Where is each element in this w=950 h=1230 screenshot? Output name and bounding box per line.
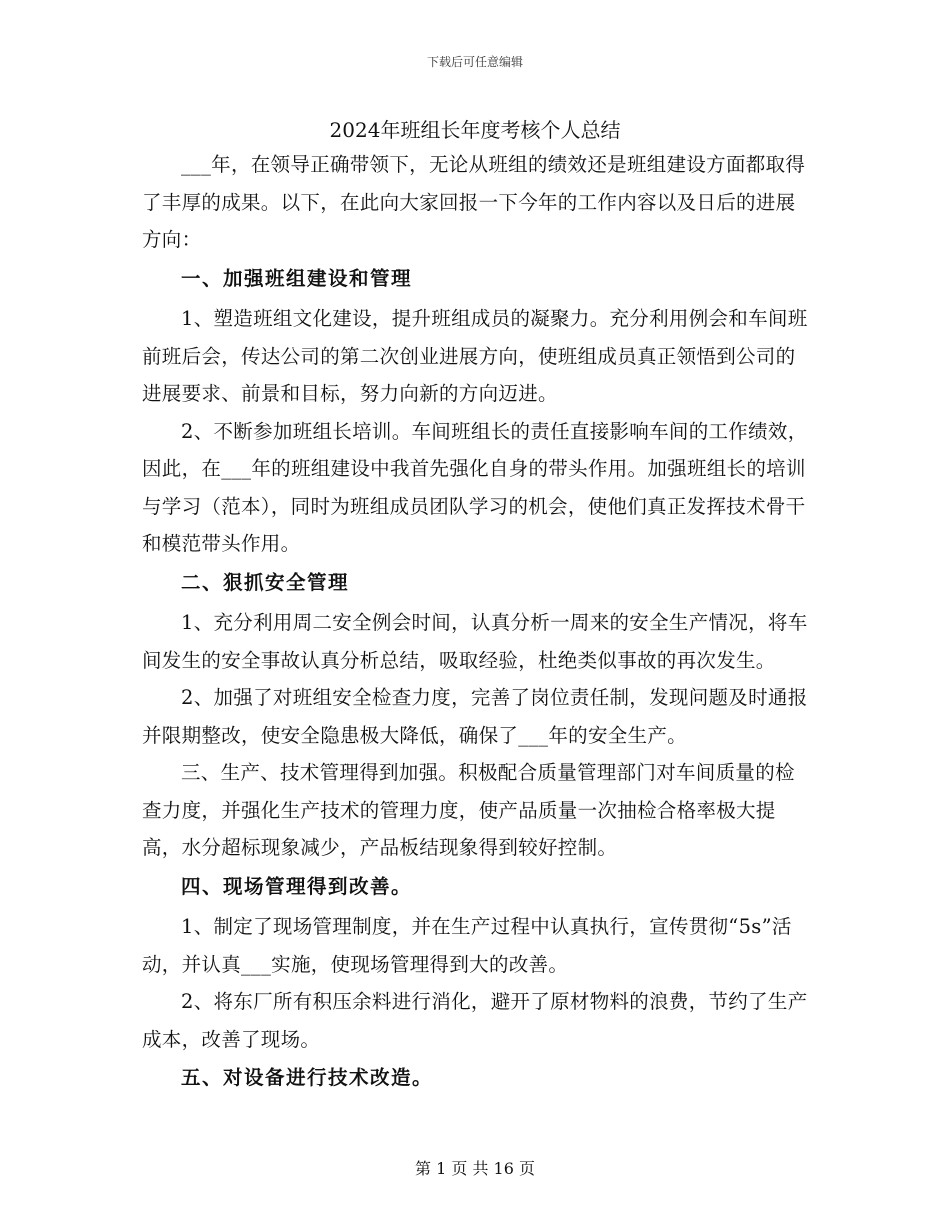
page-number: 第 1 页 共 16 页 — [415, 1159, 535, 1178]
paragraph-1-1: 1、塑造班组文化建设，提升班组成员的凝聚力。充分利用例会和车间班前班后会，传达公司的第二次创业进展方向，使班组成员真正领悟到公司的进展要求、前景和目标，努力向新的方向迈进。 — [142, 307, 808, 405]
section-heading-5: 五、对设备进行技术改造。 — [181, 1066, 434, 1089]
paragraph-4-1: 1、制定了现场管理制度，并在生产过程中认真执行，宣传贯彻“5s”活动，并认真___实施，使现场管理得到大的改善。 — [142, 915, 792, 976]
header-note: 下载后可任意编辑 — [426, 55, 523, 69]
paragraph-2-2: 2、加强了对班组安全检查力度，完善了岗位责任制，发现问题及时通报并限期整改，使安全隐患极大降低，确保了___年的安全生产。 — [142, 686, 808, 747]
document-title: 2024年班组长年度考核个人总结 — [329, 118, 621, 142]
section-heading-4: 四、现场管理得到改善。 — [181, 874, 413, 898]
document-body — [142, 146, 814, 1100]
intro-paragraph: ___年，在领导正确带领下，无论从班组的绩效还是班组建设方面都取得了丰厚的成果。以下，在此向大家回报一下今年的工作内容以及日后的进展方向： — [142, 153, 806, 251]
paragraph-3-1: 三、生产、技术管理得到加强。积极配合质量管理部门对车间质量的检查力度，并强化生产技术的管理力度，使产品质量一次抽检合格率极大提高，水分超标现象减少，产品板结现象得到较好控制。 — [142, 761, 795, 859]
section-heading-2: 二、狠抓安全管理 — [181, 570, 350, 594]
paragraph-1-2: 2、不断参加班组长培训。车间班组长的责任直接影响车间的工作绩效，因此，在___年的班组建设中我首先强化自身的带头作用。加强班组长的培训与学习（范本），同时为班组成员团队学习的机会，使他们真正发挥技术骨干和模范带头作用。 — [142, 419, 808, 555]
paragraph-4-2: 2、将东厂所有积压余料进行消化，避开了原材物料的浪费，节约了生产成本，改善了现场。 — [142, 990, 808, 1051]
section-heading-1: 一、加强班组建设和管理 — [181, 266, 413, 290]
paragraph-2-1: 1、充分利用周二安全例会时间，认真分析一周来的安全生产情况，将车间发生的安全事故认真分析总结，吸取经验，杜绝类似事故的再次发生。 — [142, 611, 808, 672]
